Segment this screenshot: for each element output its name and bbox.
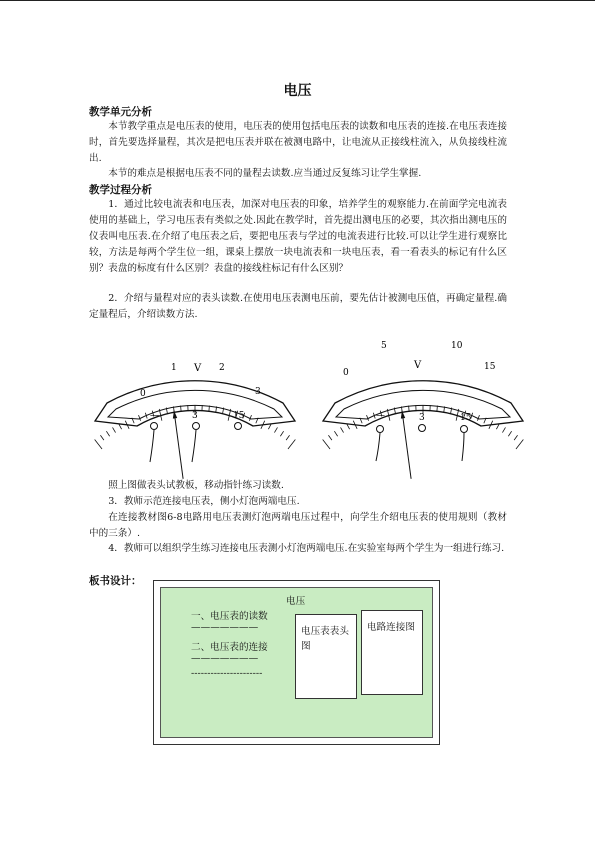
meter-right-scale-label-15: 15: [484, 362, 496, 372]
board-dashed-line: ----------------------: [191, 668, 263, 679]
meter-right-tick-28: [508, 431, 511, 436]
meter-right-terminal-3: [419, 425, 426, 432]
board-box-circuit-diagram-label: 电路连接图: [367, 622, 415, 633]
meter-left-tick-28: [280, 431, 283, 436]
board-box-meter-diagram-label: 电压表表头图: [301, 626, 349, 652]
meter-left-terminal-label-minus: —: [150, 411, 159, 421]
board-box-meter-diagram: [295, 614, 357, 699]
board-item-2: 二、电压表的连接: [191, 642, 268, 653]
meter-left-tick-0: [95, 440, 102, 449]
meter-left-terminal-label-3: 3: [192, 411, 198, 421]
board-design-frame: [153, 580, 440, 745]
heading-process: 教学过程分析: [89, 184, 152, 196]
meter-right-scale-label-10: 10: [451, 341, 463, 351]
meter-left-needle: [174, 410, 183, 478]
meter-left-scale-label-1: 1: [171, 363, 177, 373]
process-paragraph-4: 3．教师示范连接电压表，侧小灯泡两端电压.: [108, 496, 300, 507]
meter-left-scale-label-2: 2: [219, 363, 225, 373]
process-paragraph-6: 4．教师可以组织学生练习连接电压表测小灯泡两端电压.在实验室每两个学生为一组进行练习.: [108, 543, 505, 554]
meter-left-terminal-label-15: 15: [233, 411, 245, 421]
meter-left-terminal-15: [235, 423, 242, 430]
meter-right-scale-label-5: 5: [381, 341, 387, 351]
meter-left-terminal-3: [193, 423, 200, 430]
analysis-paragraph-1: 本节教学重点是电压表的使用，电压表的使用包括电压表的读数和电压表的连接.在电压表连接时，首先要选择量程，其次是把电压表并联在被测电路中，让电流从正接线柱流入，从负接线柱流出.: [89, 121, 507, 164]
process-paragraph-1: 1．通过比较电流表和电压表，加深对电压表的印象，培养学生的观察能力.在前面学完电流表使用的基础上，学习电压表有类似之处.因此在教学时，首先提出测电压的必要，其次指出测电压的仪表叫电压表.在介绍了电压表之后，要把电压表与学过的电流表进行比较.可以让学生进行观察比较，方法是每两个学生位一组，课桌上摆放一块电流表和一块电压表，看一看表头的标记有什么区别？表盘的标度有什么区别？表盘的接线柱标记有什么区别？: [89, 199, 507, 274]
meter-right-wire-1: [376, 433, 380, 461]
meter-left-unit-label: V: [194, 363, 202, 374]
meter-right-terminal-label-minus: —: [376, 411, 385, 421]
meter-left-tick-27: [274, 427, 277, 432]
board-box-circuit-diagram: [361, 610, 423, 695]
process-paragraph-2: 2．介绍与量程对应的表头读数.在使用电压表测电压前，要先估计被测电压值，再确定量程.确定量程后，介绍读数方法.: [89, 293, 507, 320]
heading-board: 板书设计：: [89, 575, 142, 587]
meter-left-scale-label-0: 0: [140, 389, 146, 399]
board-item-1: 一、电压表的读数: [191, 611, 268, 622]
meter-left-tick-3: [113, 427, 116, 432]
board-title: 电压: [286, 596, 306, 607]
meter-left-tick-1: [100, 435, 103, 440]
meter-left-tick-29: [286, 435, 289, 440]
board-design-panel: [160, 587, 433, 738]
voltmeter-right: [323, 328, 523, 468]
meter-right-tick-29: [514, 435, 517, 440]
meter-right-scale-label-0: 0: [343, 368, 349, 378]
page-top-border: [0, 0, 595, 1]
meter-right-terminal-minus: [377, 426, 384, 433]
process-paragraph-3: 照上图做表头试教板，移动指针练习读数.: [108, 480, 284, 491]
meter-left-wire-2: [192, 430, 196, 462]
meter-right-tick-17: [437, 406, 438, 412]
meter-left-tick-2: [106, 431, 109, 436]
meter-left-tick-13: [181, 406, 182, 412]
meter-right-tick-2: [334, 431, 337, 436]
meter-right-tick-13: [409, 406, 410, 412]
meter-right-tick-1: [328, 435, 331, 440]
meter-left-wire-1: [150, 430, 154, 462]
meter-left-tick-17: [209, 406, 210, 412]
meter-right-needle: [402, 410, 411, 478]
meter-right-unit-label: V: [414, 360, 422, 371]
meter-right-tick-27: [502, 427, 505, 432]
page-title: 电压: [283, 83, 312, 99]
meter-right-terminal-label-3: 3: [419, 413, 425, 423]
meter-left-tick-30: [288, 440, 295, 449]
meter-right-tick-0: [323, 440, 330, 449]
meter-right-terminal-15: [461, 426, 468, 433]
process-paragraph-5: 在连接教材图6-8电路用电压表测灯泡两端电压过程中，向学生介绍电压表的使用规则（教材中的三条）.: [89, 512, 507, 539]
meter-left-terminal-minus: [151, 423, 158, 430]
meter-right-tick-3: [341, 427, 344, 432]
analysis-paragraph-2: 本节的难点是根据电压表不同的量程去读数.应当通过反复练习让学生掌握.: [108, 168, 422, 179]
meter-left-scale-label-3: 3: [255, 387, 261, 397]
meter-right-terminal-label-15: 15: [460, 413, 472, 423]
meter-right-wire-2: [462, 433, 464, 461]
voltmeter-left: [95, 328, 295, 468]
board-blank-line-1: ———————: [191, 622, 259, 633]
board-blank-line-2: ———————: [191, 653, 259, 664]
meter-right-tick-30: [516, 440, 523, 449]
heading-analysis: 教学单元分析: [89, 106, 152, 118]
